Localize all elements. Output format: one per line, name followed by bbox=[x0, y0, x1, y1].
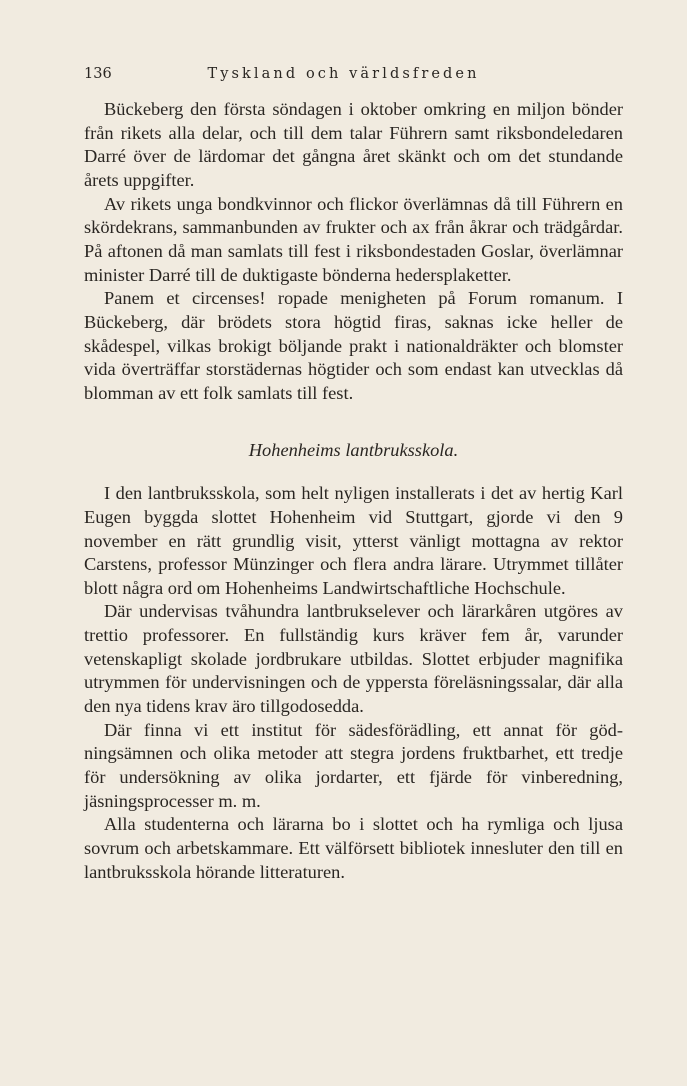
body-text bbox=[84, 98, 623, 884]
page-header bbox=[84, 66, 603, 86]
paragraph: Där undervisas tvåhundra lantbrukselever och lärarkåren utgöres av trettio professorer. En fullständig kurs kräver fem år, varunder vetenskapligt skolade jordbrukare utbildas. Slottet erbjuder magnifika utrymmen för undervisningen och de yppersta föreläsningssalar, där alla den nya tidens krav äro tillgodosedda. bbox=[84, 601, 623, 717]
section-heading: Hohenheims lantbruksskola. bbox=[248, 439, 459, 460]
paragraph: Av rikets unga bondkvinnor och flickor överlämnas då till Führern en skördekrans, sammanbunden av frukter och ax från åkrar och trädgårdar. På aftonen då man samlats till fest i riksbondestaden Goslar, överlämnar minister Darré till de duktigaste bönderna hedersplaketter. bbox=[84, 193, 623, 285]
page-number: 136 bbox=[84, 66, 112, 82]
paragraph: Panem et circenses! ropade menigheten på Forum romanum. I Bückeberg, där brödets stora högtid firas, saknas icke heller de skådespel, vilkas brokigt böljande prakt i nationaldräkter och blomster vida överträffar storstädernas högtider och som endast kan utvecklas då blomman av ett folk samlats till fest. bbox=[84, 288, 623, 403]
paragraph: Alla studenterna och lärarna bo i slottet och ha rymliga och ljusa sovrum och arbetskammare. Ett välförsett bibliotek innesluter den till en lantbruksskola hörande litteraturen. bbox=[84, 814, 623, 882]
paragraph: Där finna vi ett institut för sädesförädling, ett annat för gödningsämnen och olika metoder att stegra jordens fruktbarhet, ett tredje för undersökning av olika jordarter, ett fjärde för vinberedning, jäsningsprocesser m. m. bbox=[84, 719, 623, 811]
running-title: Tyskland och världsfreden bbox=[207, 66, 480, 82]
paragraph: I den lantbruksskola, som helt nyligen installerats i det av hertig Karl Eugen byggda slottet Hohenheim vid Stuttgart, gjorde vi den 9 november en rätt grundlig visit, ytterst vänligt mottagna av rektor Carstens, professor Münzinger och flera andra lärare. Utrymmet tillåter blott några ord om Hohenheims Landwirtschaftliche Hochschule. bbox=[84, 483, 623, 598]
paragraph: Bückeberg den första söndagen i oktober omkring en miljon bönder från rikets alla delar, och till dem talar Führern samt riksbondeledaren Darré över de lärdomar det gångna året skänkt och om det stundande årets uppgifter. bbox=[84, 99, 623, 190]
